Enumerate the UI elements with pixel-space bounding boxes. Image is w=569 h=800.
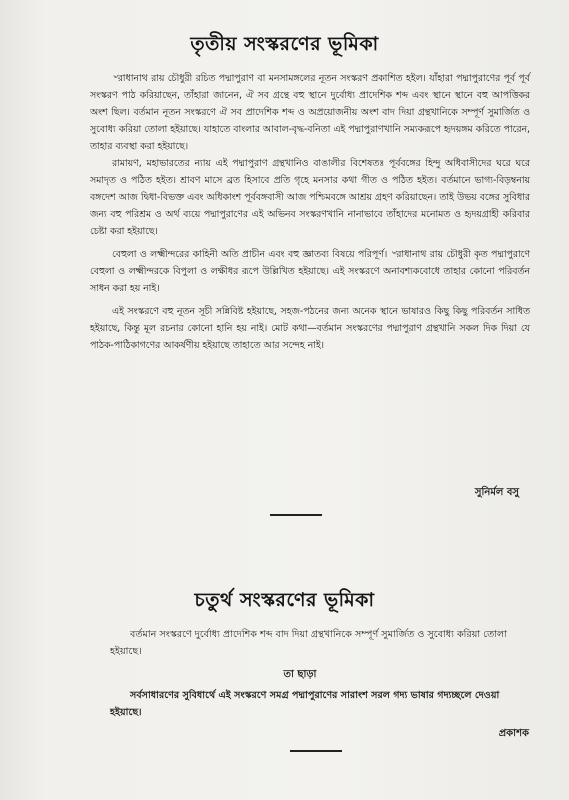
connector-text: তা ছাড়া xyxy=(283,669,317,680)
section-divider xyxy=(290,750,342,752)
third-edition-body xyxy=(90,70,530,354)
publisher-signature: প্রকাশক xyxy=(498,728,529,739)
preface-paragraph: বর্তমান সংস্করণে দুর্বোধ্য প্রাদেশিক শব্দ বাদ দিয়া গ্রন্থখানিকে সম্পূর্ণ সুমার্জিত ও সুবোধ্য করিয়া তোলা হইয়াছে। xyxy=(110,629,507,657)
preface-paragraph: বেহুলা ও লক্ষ্মীন্দরের কাহিনী অতি প্রাচীন এবং বহু জ্ঞাতব্য বিষয়ে পরিপূর্ণ। ৺রাধানাথ রায় চৌধুরী কৃত পদ্মাপুরাণে বেহুলা ও লক্ষ্মীন্দরকে বিপুলা ও লক্ষীধর রূপে উল্লিখিত হইয়াছে। এই সংস্করণে অনাবশ্যকবোধে তাহার কোনো পরিবর্তন সাধন করা হয় নাই। xyxy=(90,249,530,294)
third-edition-preface xyxy=(0,30,569,498)
preface-paragraph: রামায়ণ, মহাভারতের ন্যায় এই পদ্মাপুরাণ গ্রন্থখানিও বাঙালীর বিশেষতঃ পূর্ববঙ্গের হিন্দু অধিবাসীদের ঘরে ঘরে সমাদৃত ও পঠিত হইত। শ্রাবণ মাসে ব্রত হিসাবে প্রতি গৃহে মনসার কথা গীত ও পঠিত হইত। বর্তমানে ভাগ্য-বিড়ম্বনায় বঙ্গদেশ আজ দ্বিধা-বিভক্ত এবং অধিকাংশ পূর্ববঙ্গবাসী আজ পশ্চিমবঙ্গে আশ্রয় গ্রহণ করিয়াছেন। তাই উভয় বঙ্গের সুবিধার জন্য বহু পরিশ্রম ও অর্থ ব্যয়ে পদ্মাপুরাণের এই অভিনব সংস্করণখানি নানাভাবে তাঁহাদের মনোমত ও হৃদয়গ্রাহী করিবার চেষ্টা করা হইয়াছে। xyxy=(90,158,530,237)
preface-paragraph: এই সংস্করণে বহু নূতন সূচী সন্নিবিষ্ট হইয়াছে, সহজ-পঠনের জন্য অনেক স্থানে ভাষারও কিছু কিছু পরিবর্তন সাধিত হইয়াছে, কিন্তু মূল রচনার কোনো হানি হয় নাই। মোট কথা—বর্তমান সংস্করণের পদ্মাপুরাণ গ্রন্থখানি সকল দিক দিয়া যে পাঠক-পাঠিকাগণের আকর্ষণীয় হইয়াছে তাহাতে আর সন্দেহ নাই। xyxy=(90,306,530,351)
preface-paragraph-bold: সর্বসাধারণের সুবিধার্থে এই সংস্করণে সমগ্র পদ্মাপুরাণের সারাংশ সরল গদ্য ভাষার গদ্যচ্ছলে দেওয়া হইয়াছে। xyxy=(110,690,500,718)
section-divider xyxy=(270,514,322,516)
author-signature: সুনির্মল বসু xyxy=(474,487,519,498)
preface-paragraph: ৺রাধানাথ রায় চৌধুরী রচিত পদ্মাপুরাণ বা মনসামঙ্গলের নূতন সংস্করণ প্রকাশিত হইল। যাঁহারা পদ্মাপুরাণের পূর্ব পূর্ব সংস্করণ পাঠ করিয়াছেন, তাঁহারা জানেন, ঐ সব গ্রন্থে বহু স্থানে দুর্বোধ্য প্রাদেশিক শব্দ এবং স্থানে স্থানে বহু আপত্তিকর অংশ ছিল। বর্তমান নূতন সংস্করণে ঐ সব প্রাদেশিক শব্দ ও অপ্রয়োজনীয় অংশ বাদ দিয়া গ্রন্থখানিকে সম্পূর্ণ সুমার্জিত ও সুবোধ্য করিয়া তোলা হইয়াছে। যাহাতে বাংলার আবাল-বৃদ্ধ-বনিতা এই পদ্মাপুরাণখানি সম্যকরূপে হৃদয়ঙ্গম করিতে পারেন, তাহার ব্যবস্থা করা হইয়াছে। xyxy=(90,73,530,152)
fourth-edition-preface xyxy=(0,586,569,739)
fourth-edition-heading: চতুর্থ সংস্করণের ভূমিকা xyxy=(194,589,375,611)
fourth-edition-body xyxy=(110,626,530,721)
third-edition-heading: তৃতীয় সংস্করণের ভূমিকা xyxy=(190,33,379,55)
